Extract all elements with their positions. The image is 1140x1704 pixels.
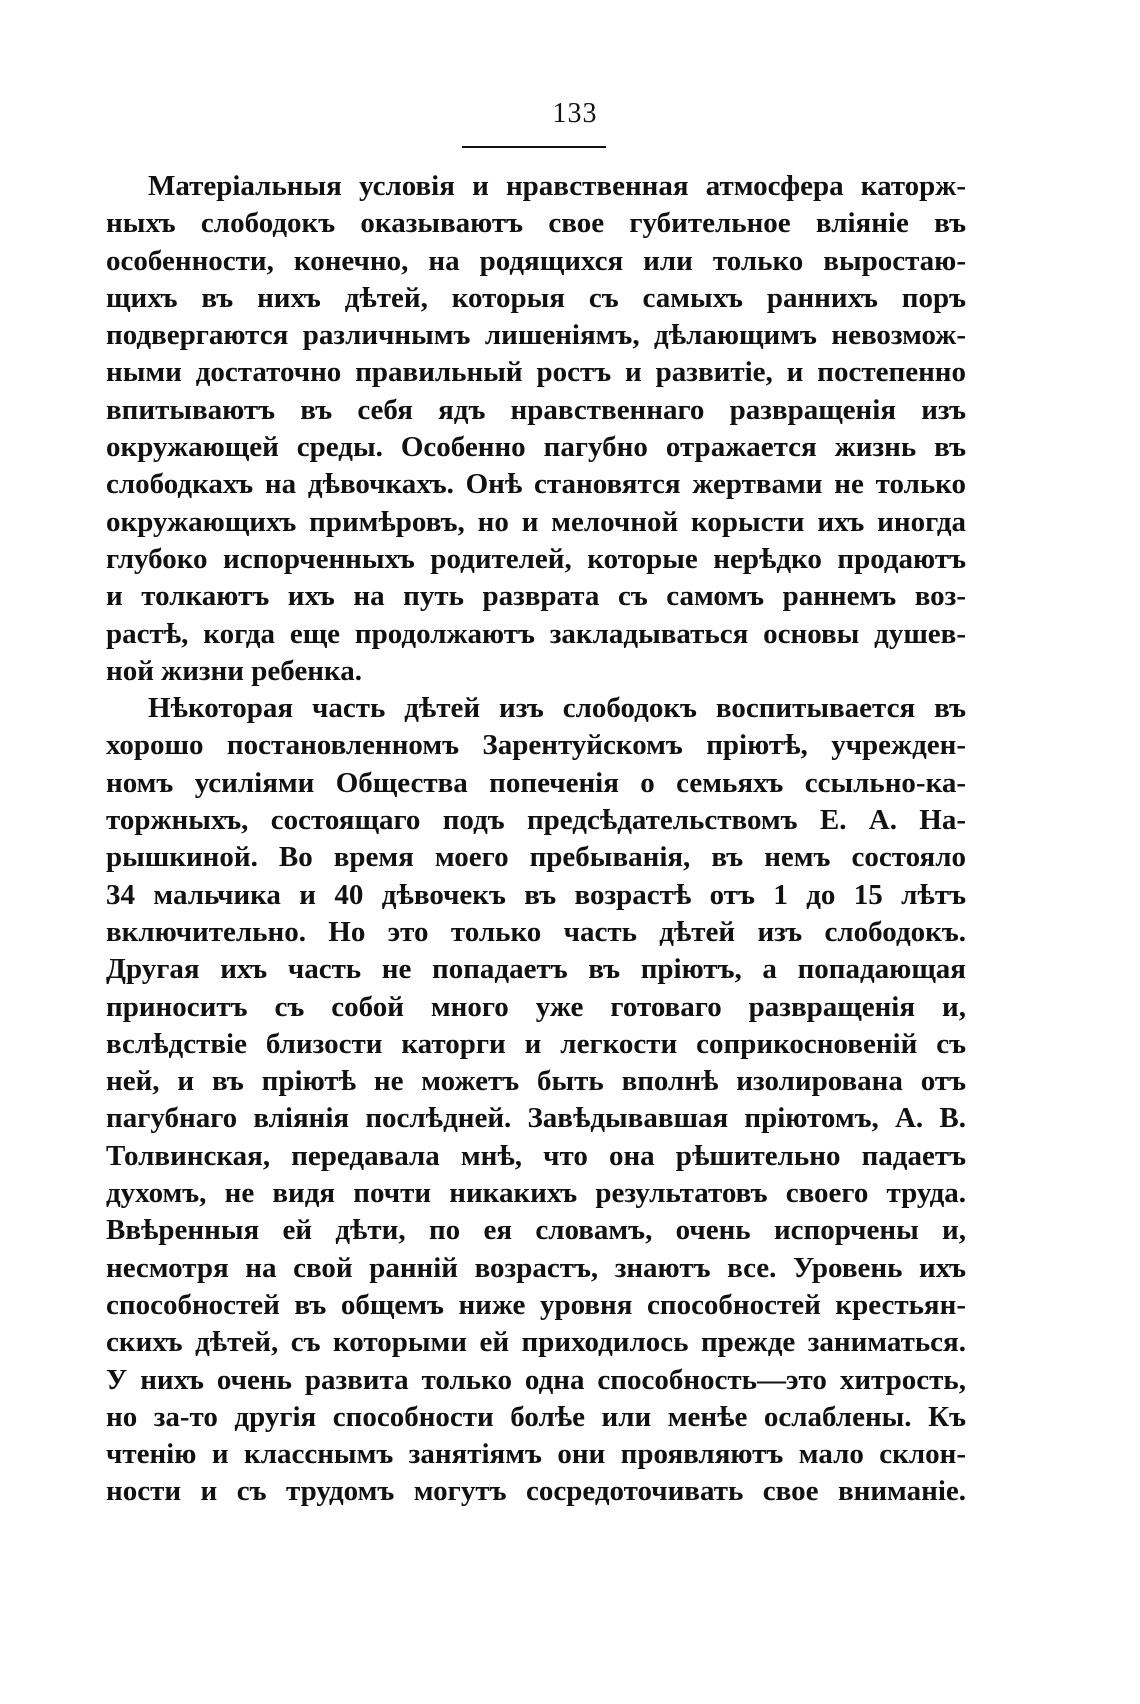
text-line: впитываютъ въ себя ядъ нравственнаго развращенія изъ — [106, 393, 966, 426]
text-line: несмотря на свой ранній возрастъ, знаютъ все. Уровень ихъ — [106, 1251, 966, 1284]
text-line: включительно. Но это только часть дѣтей изъ слободокъ. — [106, 915, 966, 948]
text-line: торжныхъ, состоящаго подъ предсѣдательствомъ Е. А. На- — [106, 804, 966, 837]
text-line: Матеріальныя условія и нравственная атмосфера каторж- — [148, 170, 966, 202]
text-line: и толкаютъ ихъ на путь разврата съ самомъ раннемъ воз- — [106, 580, 966, 613]
text-line: приноситъ съ собой много уже готоваго развращенія и, — [106, 990, 966, 1023]
text-line: скихъ дѣтей, съ которыми ей приходилось прежде заниматься. — [106, 1326, 966, 1359]
text-line: вслѣдствіе близости каторги и легкости соприкосновеній съ — [106, 1027, 966, 1060]
text-line: глубоко испорченныхъ родителей, которые нерѣдко продаютъ — [106, 542, 966, 575]
text-line: духомъ, не видя почти никакихъ результатовъ своего труда. — [106, 1177, 966, 1210]
text-line: способностей въ общемъ ниже уровня способностей крестьян- — [106, 1288, 966, 1321]
text-line: Толвинская, передавала мнѣ, что она рѣшительно падаетъ — [106, 1139, 966, 1172]
text-line: подвергаются различнымъ лишеніямъ, дѣлающимъ невозмож- — [106, 319, 966, 352]
text-line: Нѣкоторая часть дѣтей изъ слободокъ воспитывается въ — [148, 692, 966, 725]
text-line: растѣ, когда еще продолжаютъ закладываться основы душев- — [106, 617, 966, 650]
text-line: У нихъ очень развита только одна способность—это хитрость, — [106, 1363, 966, 1396]
text-line: 34 мальчика и 40 дѣвочекъ въ возрастѣ отъ 1 до 15 лѣтъ — [106, 878, 966, 911]
header-rule — [462, 146, 606, 148]
text-line: окружающей среды. Особенно пагубно отражается жизнь въ — [106, 431, 966, 464]
body-text — [106, 168, 966, 1511]
text-line: ности и съ трудомъ могутъ сосредоточивать свое вниманіе. — [106, 1475, 966, 1508]
text-line: пагубнаго вліянія послѣдней. Завѣдывавшая пріютомъ, А. В. — [106, 1102, 966, 1135]
text-line: ными достаточно правильный ростъ и развитіе, и постепенно — [106, 356, 966, 389]
text-line: ней, и въ пріютѣ не можетъ быть вполнѣ изолирована отъ — [106, 1065, 966, 1098]
text-line: чтенію и класснымъ занятіямъ они проявляютъ мало склон- — [106, 1438, 966, 1471]
page-number: 133 — [552, 98, 598, 129]
text-line: окружающихъ примѣровъ, но и мелочной корысти ихъ иногда — [106, 505, 966, 538]
text-line: особенности, конечно, на родящихся или только выростаю- — [106, 244, 966, 277]
text-line: щихъ въ нихъ дѣтей, которыя съ самыхъ раннихъ поръ — [106, 281, 966, 314]
text-line: номъ усиліями Общества попеченія о семьяхъ ссыльно-ка- — [106, 766, 966, 799]
text-line: Другая ихъ часть не попадаетъ въ пріютъ, а попадающая — [106, 953, 966, 986]
text-line: Ввѣренныя ей дѣти, по ея словамъ, очень испорчены и, — [106, 1214, 966, 1247]
text-line: но за-то другія способности болѣе или менѣе ослаблены. Къ — [106, 1400, 966, 1433]
text-line: хорошо постановленномъ Зарентуйскомъ пріютѣ, учрежден- — [106, 729, 966, 762]
text-line: рышкиной. Во время моего пребыванія, въ немъ состояло — [106, 841, 966, 874]
text-line: ной жизни ребенка. — [106, 654, 362, 687]
text-line: слободкахъ на дѣвочкахъ. Онѣ становятся жертвами не только — [106, 468, 966, 501]
text-line: ныхъ слободокъ оказываютъ свое губительное вліяніе въ — [106, 207, 966, 240]
